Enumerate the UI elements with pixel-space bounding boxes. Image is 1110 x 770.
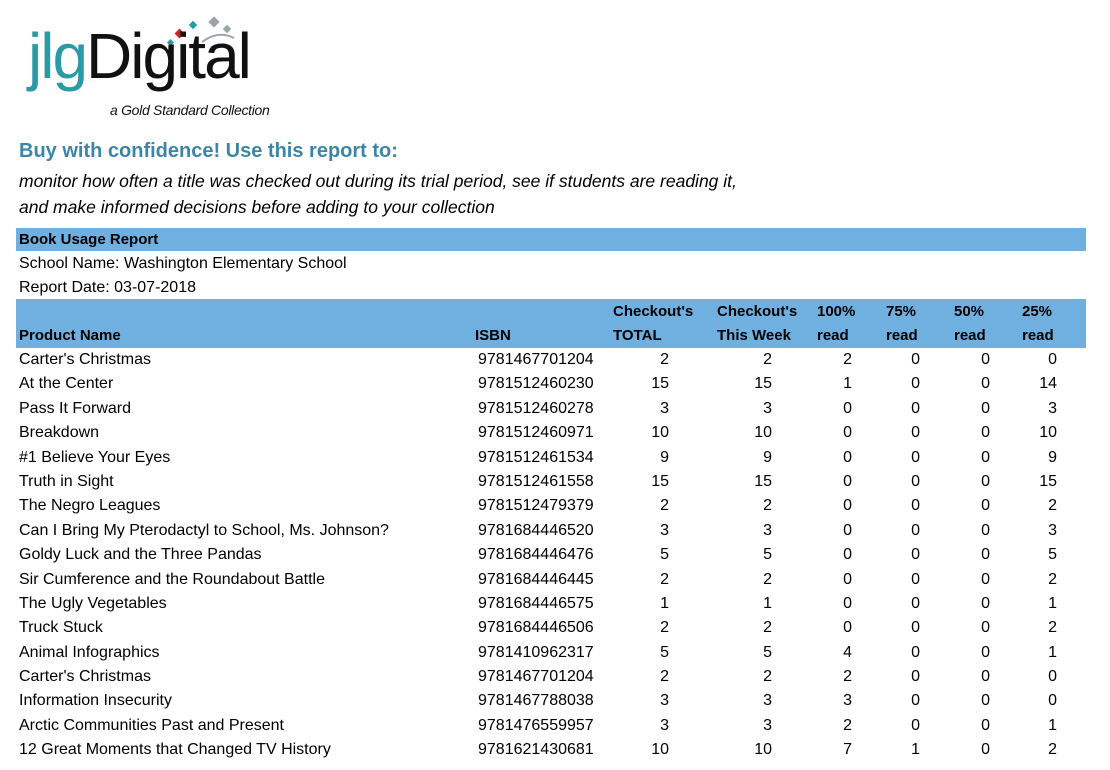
cell-100: 2	[843, 716, 852, 734]
cell-25: 0	[1048, 668, 1057, 686]
cell-total: 5	[660, 643, 669, 661]
cell-100: 2	[843, 668, 852, 686]
header-25-read: 25% read	[1022, 303, 1054, 344]
cell-isbn: 9781512460230	[478, 375, 594, 393]
cell-25: 1	[1048, 594, 1057, 612]
table-row	[0, 715, 1110, 739]
cell-100: 0	[843, 448, 852, 466]
cell-week: 2	[763, 497, 772, 515]
brand-logo	[28, 8, 288, 123]
table-row	[0, 544, 1110, 568]
cell-total: 15	[651, 375, 669, 393]
cell-75: 0	[911, 594, 920, 612]
cell-total: 10	[651, 424, 669, 442]
cell-25: 0	[1048, 351, 1057, 368]
cell-week: 15	[754, 375, 772, 393]
cell-total: 1	[660, 594, 669, 612]
cell-week: 3	[763, 716, 772, 734]
cell-25: 10	[1039, 424, 1057, 442]
cell-50: 0	[981, 546, 990, 564]
cell-week: 3	[763, 692, 772, 710]
cell-100: 2	[843, 351, 852, 368]
cell-50: 0	[981, 668, 990, 686]
cell-25: 3	[1048, 399, 1057, 417]
cell-name: The Negro Leagues	[19, 497, 161, 515]
report-title: Book Usage Report	[19, 231, 159, 248]
cell-50: 0	[981, 716, 990, 734]
cell-name: The Ugly Vegetables	[19, 594, 167, 612]
table-body	[0, 349, 1110, 764]
cell-total: 2	[660, 668, 669, 686]
cell-total: 3	[660, 521, 669, 539]
cell-isbn: 9781621430681	[478, 741, 594, 759]
header-50-read: 50% read	[954, 303, 986, 344]
cell-50: 0	[981, 399, 990, 417]
cell-isbn: 9781512460971	[478, 424, 594, 442]
cell-total: 2	[660, 351, 669, 368]
cell-100: 3	[843, 692, 852, 710]
cell-25: 2	[1048, 619, 1057, 637]
cell-isbn: 9781684446476	[478, 546, 594, 564]
cell-isbn: 9781467788038	[478, 692, 594, 710]
header-75-read: 75% read	[886, 303, 918, 344]
cell-75: 0	[911, 668, 920, 686]
cell-name: Goldy Luck and the Three Pandas	[19, 546, 262, 564]
cell-50: 0	[981, 692, 990, 710]
cell-75: 0	[911, 716, 920, 734]
cell-name: Pass It Forward	[19, 399, 132, 417]
cell-25: 2	[1048, 497, 1057, 515]
cell-isbn: 9781467701204	[478, 668, 594, 686]
header-isbn: ISBN	[475, 327, 511, 344]
cell-isbn: 9781512461534	[478, 448, 594, 466]
cell-50: 0	[981, 424, 990, 442]
table-row	[0, 520, 1110, 544]
cell-25: 0	[1048, 692, 1057, 710]
cell-100: 0	[843, 594, 852, 612]
report-title-bar	[16, 228, 1086, 251]
cell-total: 9	[660, 448, 669, 466]
cell-total: 3	[660, 692, 669, 710]
header-total: Checkout's TOTAL	[613, 303, 694, 344]
cell-25: 3	[1048, 521, 1057, 539]
cell-isbn: 9781684446520	[478, 521, 594, 539]
cell-100: 0	[843, 619, 852, 637]
cell-name: 12 Great Moments that Changed TV History	[19, 741, 331, 759]
cell-week: 2	[763, 570, 772, 588]
cell-name: Sir Cumference and the Roundabout Battle	[19, 570, 325, 588]
cell-name: Truck Stuck	[19, 619, 103, 637]
cell-75: 0	[911, 472, 920, 490]
cell-week: 2	[763, 619, 772, 637]
cell-total: 3	[660, 716, 669, 734]
cell-name: Truth in Sight	[19, 472, 114, 490]
brand-wordmark: jlgDigital	[28, 20, 250, 92]
cell-name: Breakdown	[19, 424, 100, 442]
cell-50: 0	[981, 741, 990, 759]
table-row	[0, 422, 1110, 446]
cell-total: 15	[651, 472, 669, 490]
cell-week: 10	[754, 424, 772, 442]
cell-isbn: 9781467701204	[478, 351, 594, 368]
cell-75: 0	[911, 546, 920, 564]
cell-total: 2	[660, 619, 669, 637]
cell-isbn: 9781476559957	[478, 716, 594, 734]
cell-75: 0	[911, 351, 920, 368]
table-row	[0, 642, 1110, 666]
cell-isbn: 9781512479379	[478, 497, 594, 515]
cell-100: 7	[843, 741, 852, 759]
cell-100: 0	[843, 546, 852, 564]
cell-name: Arctic Communities Past and Present	[19, 716, 284, 734]
cell-50: 0	[981, 643, 990, 661]
report-date: Report Date: 03-07-2018	[19, 279, 196, 296]
cell-50: 0	[981, 619, 990, 637]
table-row	[0, 349, 1110, 373]
cell-25: 1	[1048, 716, 1057, 734]
school-name: School Name: Washington Elementary School	[19, 255, 347, 272]
intro-line-1: monitor how often a title was checked out during its trial period, see if students are reading it,	[19, 171, 737, 191]
cell-25: 5	[1048, 546, 1057, 564]
cell-50: 0	[981, 594, 990, 612]
table-row	[0, 690, 1110, 714]
cell-week: 15	[754, 472, 772, 490]
cell-75: 0	[911, 643, 920, 661]
cell-week: 2	[763, 351, 772, 368]
cell-100: 1	[843, 375, 852, 393]
cell-75: 0	[911, 497, 920, 515]
cell-name: At the Center	[19, 375, 114, 393]
cell-75: 0	[911, 521, 920, 539]
cell-50: 0	[981, 472, 990, 490]
cell-25: 14	[1039, 375, 1057, 393]
cell-75: 0	[911, 619, 920, 637]
cell-25: 2	[1048, 741, 1057, 759]
cell-isbn: 9781512460278	[478, 399, 594, 417]
cell-100: 0	[843, 472, 852, 490]
cell-25: 9	[1048, 448, 1057, 466]
cell-week: 9	[763, 448, 772, 466]
intro-headline: Buy with confidence! Use this report to:	[19, 140, 398, 162]
table-row	[0, 739, 1110, 763]
table-row	[0, 617, 1110, 641]
cell-week: 5	[763, 546, 772, 564]
cell-50: 0	[981, 375, 990, 393]
brand-tagline: a Gold Standard Collection	[110, 102, 270, 118]
cell-total: 2	[660, 570, 669, 588]
cell-25: 2	[1048, 570, 1057, 588]
table-row	[0, 471, 1110, 495]
cell-name: Information Insecurity	[19, 692, 172, 710]
table-row	[0, 373, 1110, 397]
cell-50: 0	[981, 570, 990, 588]
header-100-read: 100% read	[817, 303, 856, 344]
table-row	[0, 569, 1110, 593]
cell-100: 0	[843, 570, 852, 588]
cell-75: 0	[911, 692, 920, 710]
table-row	[0, 447, 1110, 471]
cell-week: 3	[763, 399, 772, 417]
cell-week: 10	[754, 741, 772, 759]
table-header	[16, 299, 1086, 348]
cell-week: 5	[763, 643, 772, 661]
cell-100: 0	[843, 521, 852, 539]
header-product-name: Product Name	[19, 327, 121, 344]
cell-total: 3	[660, 399, 669, 417]
cell-name: #1 Believe Your Eyes	[19, 448, 171, 466]
cell-name: Can I Bring My Pterodactyl to School, Ms. Johnson?	[19, 521, 389, 539]
cell-100: 0	[843, 424, 852, 442]
intro-line-2: and make informed decisions before adding to your collection	[19, 197, 495, 217]
cell-50: 0	[981, 497, 990, 515]
cell-100: 4	[843, 643, 852, 661]
cell-week: 3	[763, 521, 772, 539]
cell-name: Animal Infographics	[19, 643, 160, 661]
cell-total: 2	[660, 497, 669, 515]
cell-week: 1	[763, 594, 772, 612]
cell-75: 1	[911, 741, 920, 759]
cell-25: 1	[1048, 643, 1057, 661]
table-row	[0, 495, 1110, 519]
table-row	[0, 666, 1110, 690]
cell-50: 0	[981, 521, 990, 539]
cell-isbn: 9781512461558	[478, 472, 594, 490]
cell-50: 0	[981, 448, 990, 466]
header-this-week: Checkout's This Week	[717, 303, 798, 344]
cell-name: Carter's Christmas	[19, 668, 151, 686]
cell-100: 0	[843, 497, 852, 515]
cell-75: 0	[911, 399, 920, 417]
cell-75: 0	[911, 424, 920, 442]
table-row	[0, 398, 1110, 422]
cell-week: 2	[763, 668, 772, 686]
cell-100: 0	[843, 399, 852, 417]
cell-75: 0	[911, 570, 920, 588]
cell-isbn: 9781684446506	[478, 619, 594, 637]
cell-75: 0	[911, 375, 920, 393]
cell-total: 5	[660, 546, 669, 564]
cell-isbn: 9781410962317	[478, 643, 594, 661]
cell-50: 0	[981, 351, 990, 368]
cell-total: 10	[651, 741, 669, 759]
cell-75: 0	[911, 448, 920, 466]
cell-isbn: 9781684446445	[478, 570, 594, 588]
cell-isbn: 9781684446575	[478, 594, 594, 612]
cell-name: Carter's Christmas	[19, 351, 151, 368]
table-row	[0, 593, 1110, 617]
cell-25: 15	[1039, 472, 1057, 490]
